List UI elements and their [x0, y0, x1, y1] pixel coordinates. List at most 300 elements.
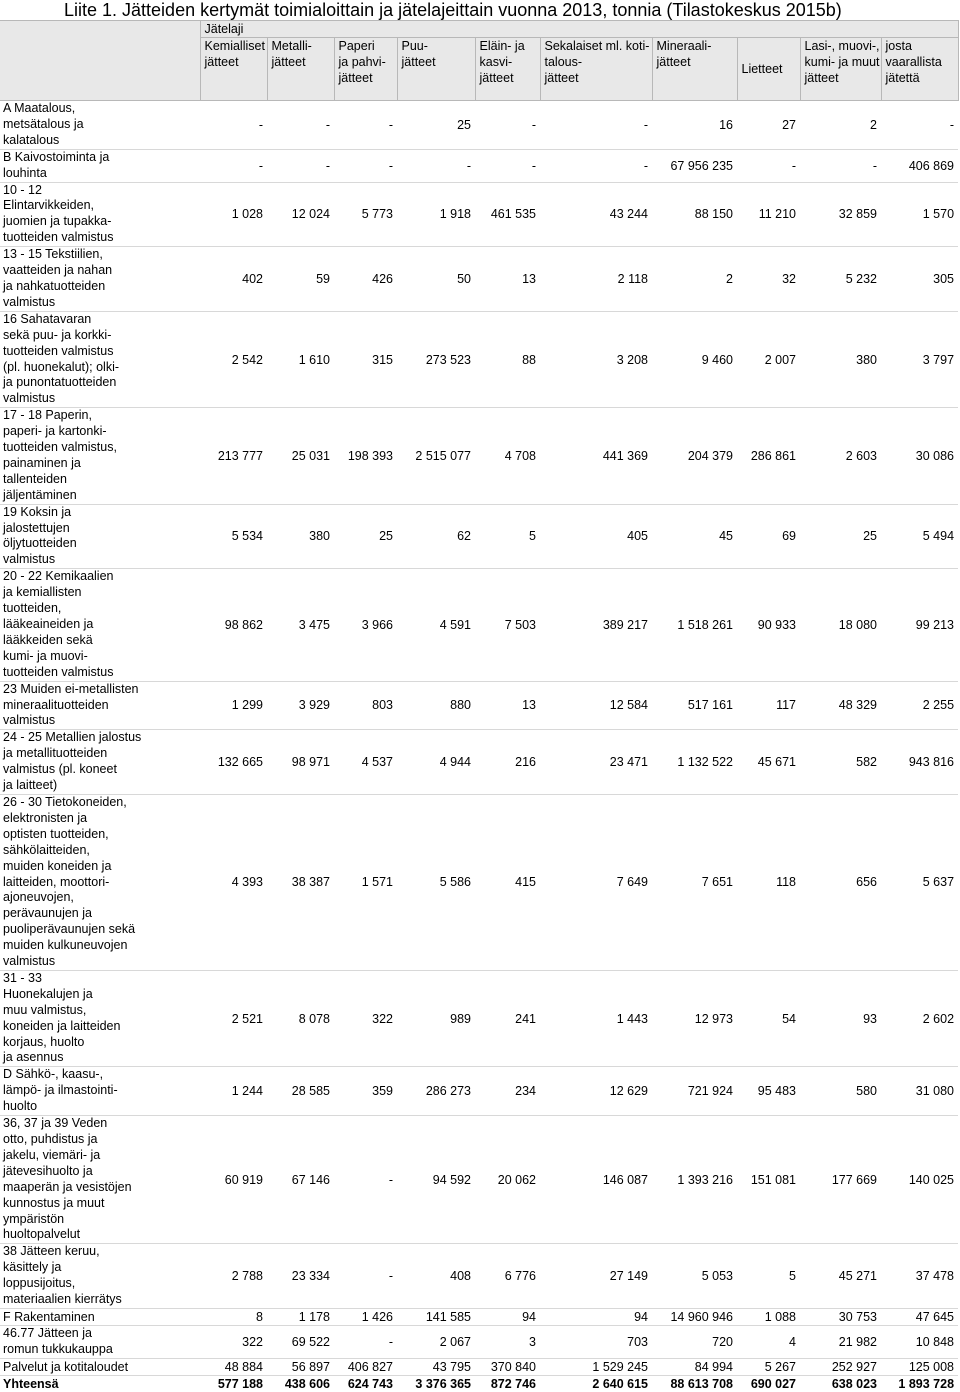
table-cell: 2 542: [200, 311, 267, 407]
table-cell: 125 008: [881, 1358, 958, 1375]
row-label-line: Yhteensä: [3, 1376, 59, 1391]
row-label-line: sekä puu- ja korkki-: [3, 327, 112, 342]
row-label-line: (pl. huonekalut); olki-: [3, 359, 120, 374]
row-label: [0, 408, 200, 504]
column-header-line: kasvi-: [479, 55, 513, 69]
table-cell: 151 081: [737, 1116, 800, 1244]
table-row: [0, 1375, 958, 1392]
table-cell: -: [334, 1116, 397, 1244]
table-cell: 140 025: [881, 1116, 958, 1244]
column-header-line: jätteet: [656, 55, 691, 69]
table-cell: 31 080: [881, 1067, 958, 1116]
table-cell: 2 255: [881, 681, 958, 730]
table-cell: 90 933: [737, 569, 800, 681]
table-cell: 95 483: [737, 1067, 800, 1116]
row-label-line: tuotteiden,: [3, 601, 62, 616]
table-cell: 880: [397, 681, 475, 730]
table-cell: 408: [397, 1244, 475, 1309]
group-header: Jätelaji: [200, 21, 958, 38]
table-cell: 48 329: [800, 681, 881, 730]
column-header: [475, 38, 540, 101]
column-header-line: Paperi: [338, 39, 375, 53]
table-cell: -: [540, 101, 652, 150]
row-label-line: ja nahkatuotteiden: [3, 278, 106, 293]
row-label-line: tuotteiden valmistus: [3, 343, 114, 358]
table-cell: 1 610: [267, 311, 334, 407]
table-row: [0, 1244, 958, 1309]
table-cell: 273 523: [397, 311, 475, 407]
table-cell: 98 971: [267, 730, 334, 795]
table-cell: 45: [652, 504, 737, 569]
table-cell: 1 178: [267, 1308, 334, 1325]
row-label: [0, 1358, 200, 1375]
row-label-line: kalatalous: [3, 132, 60, 147]
table-cell: 2 640 615: [540, 1375, 652, 1392]
column-header-line: Lietteet: [741, 62, 783, 76]
table-cell: 426: [334, 247, 397, 312]
table-cell: 69 522: [267, 1325, 334, 1358]
row-label-line: Huonekalujen ja: [3, 986, 93, 1001]
table-cell: 25: [334, 504, 397, 569]
page-title: Liite 1. Jätteiden kertymät toimialoittain ja jätelajeittain vuonna 2013, tonnia (Tilastokeskus 2015b): [64, 0, 842, 20]
row-label: [0, 247, 200, 312]
column-header-line: josta: [885, 39, 912, 53]
table-cell: 99 213: [881, 569, 958, 681]
table-cell: 59: [267, 247, 334, 312]
table-cell: 117: [737, 681, 800, 730]
table-cell: 177 669: [800, 1116, 881, 1244]
table-cell: 1 918: [397, 182, 475, 247]
table-cell: 380: [267, 504, 334, 569]
row-label-line: 31 - 33: [3, 970, 42, 985]
column-header-line: jätteet: [401, 55, 436, 69]
row-label-line: juomien ja tupakka-: [3, 214, 112, 229]
table-cell: 234: [475, 1067, 540, 1116]
table-row: [0, 1358, 958, 1375]
row-label-line: maaperän ja vesistöjen: [3, 1179, 132, 1194]
table-cell: 25: [397, 101, 475, 150]
table-cell: 305: [881, 247, 958, 312]
row-label-line: lämpö- ja ilmastointi-: [3, 1083, 118, 1098]
table-cell: 45 671: [737, 730, 800, 795]
table-cell: 1 426: [334, 1308, 397, 1325]
table-cell: 21 982: [800, 1325, 881, 1358]
table-row: [0, 408, 958, 504]
table-cell: 402: [200, 247, 267, 312]
table-cell: 5 494: [881, 504, 958, 569]
table-cell: 98 862: [200, 569, 267, 681]
table-row: [0, 569, 958, 681]
row-label-line: A Maatalous,: [3, 101, 76, 115]
row-label-line: materiaalien kierrätys: [3, 1292, 122, 1307]
row-label-line: D Sähkö-, kaasu-,: [3, 1067, 104, 1082]
column-header: [881, 38, 958, 101]
table-cell: -: [397, 149, 475, 182]
row-label-line: 17 - 18 Paperin,: [3, 408, 92, 423]
column-header-line: jätteet: [479, 71, 514, 85]
table-cell: 216: [475, 730, 540, 795]
row-label: [0, 101, 200, 150]
table-cell: -: [881, 101, 958, 150]
column-header-line: jätteet: [271, 55, 306, 69]
row-label: [0, 794, 200, 970]
table-cell: 406 827: [334, 1358, 397, 1375]
row-label-line: 20 - 22 Kemikaalien: [3, 569, 114, 584]
table-cell: 67 146: [267, 1116, 334, 1244]
row-label-line: jalostettujen: [3, 520, 70, 535]
table-cell: 4 537: [334, 730, 397, 795]
table-cell: -: [540, 149, 652, 182]
table-cell: 1 244: [200, 1067, 267, 1116]
table-cell: 118: [737, 794, 800, 970]
table-cell: 4 591: [397, 569, 475, 681]
table-cell: 7 649: [540, 794, 652, 970]
table-cell: 720: [652, 1325, 737, 1358]
table-cell: 94: [475, 1308, 540, 1325]
table-cell: 5 637: [881, 794, 958, 970]
row-label-line: puoliperävaunujen sekä: [3, 922, 136, 937]
row-label-line: öljytuotteiden: [3, 536, 77, 551]
table-cell: 3 966: [334, 569, 397, 681]
table-cell: 580: [800, 1067, 881, 1116]
row-label-line: metsätalous ja: [3, 116, 84, 131]
table-cell: 25 031: [267, 408, 334, 504]
table-cell: 2 521: [200, 970, 267, 1066]
column-header-line: Puu-: [401, 39, 428, 53]
column-header-line: kumi- ja muut: [804, 55, 880, 69]
row-label-line: ajoneuvojen,: [3, 890, 74, 905]
column-header-line: jätteet: [804, 71, 839, 85]
column-header-line: jätteet: [204, 55, 239, 69]
row-label-line: tuotteiden valmistus,: [3, 440, 117, 455]
table-cell: 3 797: [881, 311, 958, 407]
table-cell: 1 571: [334, 794, 397, 970]
row-label-line: ja asennus: [3, 1050, 64, 1065]
row-label: [0, 730, 200, 795]
row-label-line: louhinta: [3, 165, 47, 180]
table-cell: 12 973: [652, 970, 737, 1066]
table-cell: 32: [737, 247, 800, 312]
table-cell: 50: [397, 247, 475, 312]
row-label-line: perävaunujen ja: [3, 906, 92, 921]
column-header-line: Sekalaiset ml. koti-: [544, 39, 650, 53]
table-cell: 872 746: [475, 1375, 540, 1392]
table-row: [0, 1116, 958, 1244]
column-header-line: Eläin- ja: [479, 39, 525, 53]
table-cell: 5: [737, 1244, 800, 1309]
table-cell: 656: [800, 794, 881, 970]
row-label: [0, 1325, 200, 1358]
table-row: [0, 970, 958, 1066]
table-cell: 517 161: [652, 681, 737, 730]
row-label-line: kunnostus ja muut: [3, 1195, 105, 1210]
row-label-line: jakelu, viemäri- ja: [3, 1147, 101, 1162]
table-cell: 721 924: [652, 1067, 737, 1116]
row-label-line: muiden kulkuneuvojen: [3, 938, 128, 953]
table-cell: 380: [800, 311, 881, 407]
column-header: [397, 38, 475, 101]
table-cell: 1 393 216: [652, 1116, 737, 1244]
row-label-line: 26 - 30 Tietokoneiden,: [3, 794, 127, 809]
row-label-line: valmistus: [3, 552, 56, 567]
table-cell: 10 848: [881, 1325, 958, 1358]
table-cell: 989: [397, 970, 475, 1066]
row-label-line: sähkölaitteiden,: [3, 842, 90, 857]
table-cell: 461 535: [475, 182, 540, 247]
table-cell: 43 244: [540, 182, 652, 247]
table-cell: 23 334: [267, 1244, 334, 1309]
table-cell: -: [334, 1244, 397, 1309]
table-cell: 37 478: [881, 1244, 958, 1309]
row-label-line: lääkkeiden sekä: [3, 632, 93, 647]
table-cell: 405: [540, 504, 652, 569]
column-header: [800, 38, 881, 101]
table-cell: 1 132 522: [652, 730, 737, 795]
column-header-line: jätteet: [338, 71, 373, 85]
row-label-line: tallenteiden: [3, 471, 67, 486]
column-header-line: jätteet: [544, 71, 579, 85]
table-cell: 2 007: [737, 311, 800, 407]
table-cell: 2 603: [800, 408, 881, 504]
table-row: [0, 149, 958, 182]
table-cell: 703: [540, 1325, 652, 1358]
table-cell: 67 956 235: [652, 149, 737, 182]
row-label-line: valmistus: [3, 294, 56, 309]
table-cell: -: [737, 149, 800, 182]
table-cell: 370 840: [475, 1358, 540, 1375]
row-label-line: 38 Jätteen keruu,: [3, 1244, 100, 1259]
table-cell: 5 534: [200, 504, 267, 569]
table-cell: 415: [475, 794, 540, 970]
table-cell: 4 944: [397, 730, 475, 795]
table-cell: 204 379: [652, 408, 737, 504]
table-cell: 8 078: [267, 970, 334, 1066]
table-cell: 4: [737, 1325, 800, 1358]
table-cell: 322: [200, 1325, 267, 1358]
row-label-line: 24 - 25 Metallien jalostus: [3, 730, 142, 745]
column-header-line: vaarallista: [885, 55, 942, 69]
row-label-line: mineraalituotteiden: [3, 697, 109, 712]
table-cell: 213 777: [200, 408, 267, 504]
row-label-line: painaminen ja: [3, 455, 81, 470]
column-header-line: Kemialliset: [204, 39, 265, 53]
row-label-line: jätevesihuolto ja: [3, 1163, 93, 1178]
table-cell: 803: [334, 681, 397, 730]
table-cell: 30 753: [800, 1308, 881, 1325]
table-cell: -: [267, 149, 334, 182]
column-header-line: talous-: [544, 55, 583, 69]
column-header-line: Metalli-: [271, 39, 312, 53]
table-cell: -: [267, 101, 334, 150]
table-cell: 943 816: [881, 730, 958, 795]
table-row: [0, 1308, 958, 1325]
table-cell: 93: [800, 970, 881, 1066]
row-label-line: tuotteiden valmistus: [3, 664, 114, 679]
table-cell: 9 460: [652, 311, 737, 407]
table-cell: 5 586: [397, 794, 475, 970]
table-row: [0, 101, 958, 150]
table-cell: 54: [737, 970, 800, 1066]
row-label-line: 46.77 Jätteen ja: [3, 1325, 92, 1340]
row-label-line: F Rakentaminen: [3, 1309, 95, 1324]
table-cell: 3 475: [267, 569, 334, 681]
table-cell: 1 518 261: [652, 569, 737, 681]
table-row: [0, 1067, 958, 1116]
row-label-line: tuotteiden valmistus: [3, 230, 114, 245]
row-label: [0, 182, 200, 247]
row-label-line: korjaus, huolto: [3, 1034, 85, 1049]
row-label-line: vaatteiden ja nahan: [3, 263, 113, 278]
row-label-line: jäljentäminen: [3, 487, 77, 502]
table-cell: 132 665: [200, 730, 267, 795]
row-label-line: kumi- ja muovi-: [3, 648, 88, 663]
table-row: [0, 247, 958, 312]
table-cell: 5 267: [737, 1358, 800, 1375]
table-cell: 30 086: [881, 408, 958, 504]
row-label-line: 23 Muiden ei-metallisten: [3, 681, 139, 696]
table-cell: 438 606: [267, 1375, 334, 1392]
table-cell: 88 150: [652, 182, 737, 247]
table-cell: 2 067: [397, 1325, 475, 1358]
table-cell: 28 585: [267, 1067, 334, 1116]
row-label: [0, 1116, 200, 1244]
table-cell: 286 273: [397, 1067, 475, 1116]
table-cell: 69: [737, 504, 800, 569]
table-cell: -: [334, 1325, 397, 1358]
header-corner: [0, 21, 200, 101]
row-label-line: 13 - 15 Tekstiilien,: [3, 247, 103, 262]
table-cell: 389 217: [540, 569, 652, 681]
table-cell: 6 776: [475, 1244, 540, 1309]
row-label: [0, 311, 200, 407]
row-label-line: ympäristön: [3, 1211, 65, 1226]
table-cell: 638 023: [800, 1375, 881, 1392]
row-label-line: Elintarvikkeiden,: [3, 198, 95, 213]
column-header: [267, 38, 334, 101]
row-label: [0, 1244, 200, 1309]
table-cell: 4 708: [475, 408, 540, 504]
row-label: [0, 149, 200, 182]
row-label-line: romun tukkukauppa: [3, 1341, 113, 1356]
row-label-line: muu valmistus,: [3, 1002, 87, 1017]
table-cell: 20 062: [475, 1116, 540, 1244]
table-cell: 582: [800, 730, 881, 795]
table-row: [0, 681, 958, 730]
row-label-line: 16 Sahatavaran: [3, 311, 92, 326]
table-cell: 286 861: [737, 408, 800, 504]
column-header-line: jätettä: [885, 71, 920, 85]
row-label: [0, 970, 200, 1066]
table-cell: 5 773: [334, 182, 397, 247]
table-cell: 2 602: [881, 970, 958, 1066]
row-label-line: valmistus: [3, 391, 56, 406]
table-cell: 7 651: [652, 794, 737, 970]
column-header: [334, 38, 397, 101]
table-cell: 88: [475, 311, 540, 407]
row-label-line: valmistus: [3, 954, 56, 969]
table-cell: 12 629: [540, 1067, 652, 1116]
table-cell: 406 869: [881, 149, 958, 182]
table-cell: 441 369: [540, 408, 652, 504]
row-label-line: valmistus (pl. koneet: [3, 762, 117, 777]
column-header-line: Lasi-, muovi-,: [804, 39, 880, 53]
column-header: [200, 38, 267, 101]
table-cell: 43 795: [397, 1358, 475, 1375]
table-cell: 14 960 946: [652, 1308, 737, 1325]
row-label-line: laitteiden, moottori-: [3, 874, 110, 889]
table-cell: 5: [475, 504, 540, 569]
row-label: [0, 681, 200, 730]
row-label-line: ja kemiallisten: [3, 585, 82, 600]
table-cell: 690 027: [737, 1375, 800, 1392]
table-cell: 1 088: [737, 1308, 800, 1325]
row-label-line: otto, puhdistus ja: [3, 1132, 98, 1146]
table-row: [0, 1325, 958, 1358]
table-cell: 12 024: [267, 182, 334, 247]
table-cell: -: [334, 149, 397, 182]
row-label-line: 10 - 12: [3, 182, 42, 197]
table-cell: 2: [800, 101, 881, 150]
table-row: [0, 504, 958, 569]
row-label-line: loppusijoitus,: [3, 1276, 76, 1291]
table-cell: 252 927: [800, 1358, 881, 1375]
table-cell: 1 893 728: [881, 1375, 958, 1392]
table-cell: 12 584: [540, 681, 652, 730]
table-cell: -: [475, 101, 540, 150]
table-cell: 47 645: [881, 1308, 958, 1325]
table-cell: 322: [334, 970, 397, 1066]
table-cell: 27: [737, 101, 800, 150]
table-cell: 60 919: [200, 1116, 267, 1244]
table-cell: 2 118: [540, 247, 652, 312]
table-cell: -: [800, 149, 881, 182]
table-cell: 1 028: [200, 182, 267, 247]
table-cell: 18 080: [800, 569, 881, 681]
column-header: [652, 38, 737, 101]
row-label-line: käsittely ja: [3, 1260, 62, 1275]
table-cell: 38 387: [267, 794, 334, 970]
column-header: [737, 38, 800, 101]
table-cell: 84 994: [652, 1358, 737, 1375]
row-label-line: paperi- ja kartonki-: [3, 424, 107, 439]
table-cell: 48 884: [200, 1358, 267, 1375]
table-row: [0, 311, 958, 407]
column-header-line: Mineraali-: [656, 39, 712, 53]
table-row: [0, 730, 958, 795]
table-cell: 3 376 365: [397, 1375, 475, 1392]
table-cell: 4 393: [200, 794, 267, 970]
table-cell: 315: [334, 311, 397, 407]
table-cell: 624 743: [334, 1375, 397, 1392]
table-cell: -: [334, 101, 397, 150]
table-cell: 3 208: [540, 311, 652, 407]
row-label-line: muiden koneiden ja: [3, 858, 112, 873]
waste-table: [0, 20, 959, 1392]
row-label: [0, 1308, 200, 1325]
table-cell: 2: [652, 247, 737, 312]
row-label-line: elektronisten ja: [3, 810, 88, 825]
table-cell: 5 053: [652, 1244, 737, 1309]
table-row: [0, 182, 958, 247]
row-label-line: huoltopalvelut: [3, 1227, 81, 1242]
table-cell: 3 929: [267, 681, 334, 730]
table-cell: 198 393: [334, 408, 397, 504]
table-cell: 25: [800, 504, 881, 569]
row-label-line: koneiden ja laitteiden: [3, 1018, 121, 1033]
table-cell: 23 471: [540, 730, 652, 795]
row-label-line: lääkeaineiden ja: [3, 617, 94, 631]
table-cell: 8: [200, 1308, 267, 1325]
